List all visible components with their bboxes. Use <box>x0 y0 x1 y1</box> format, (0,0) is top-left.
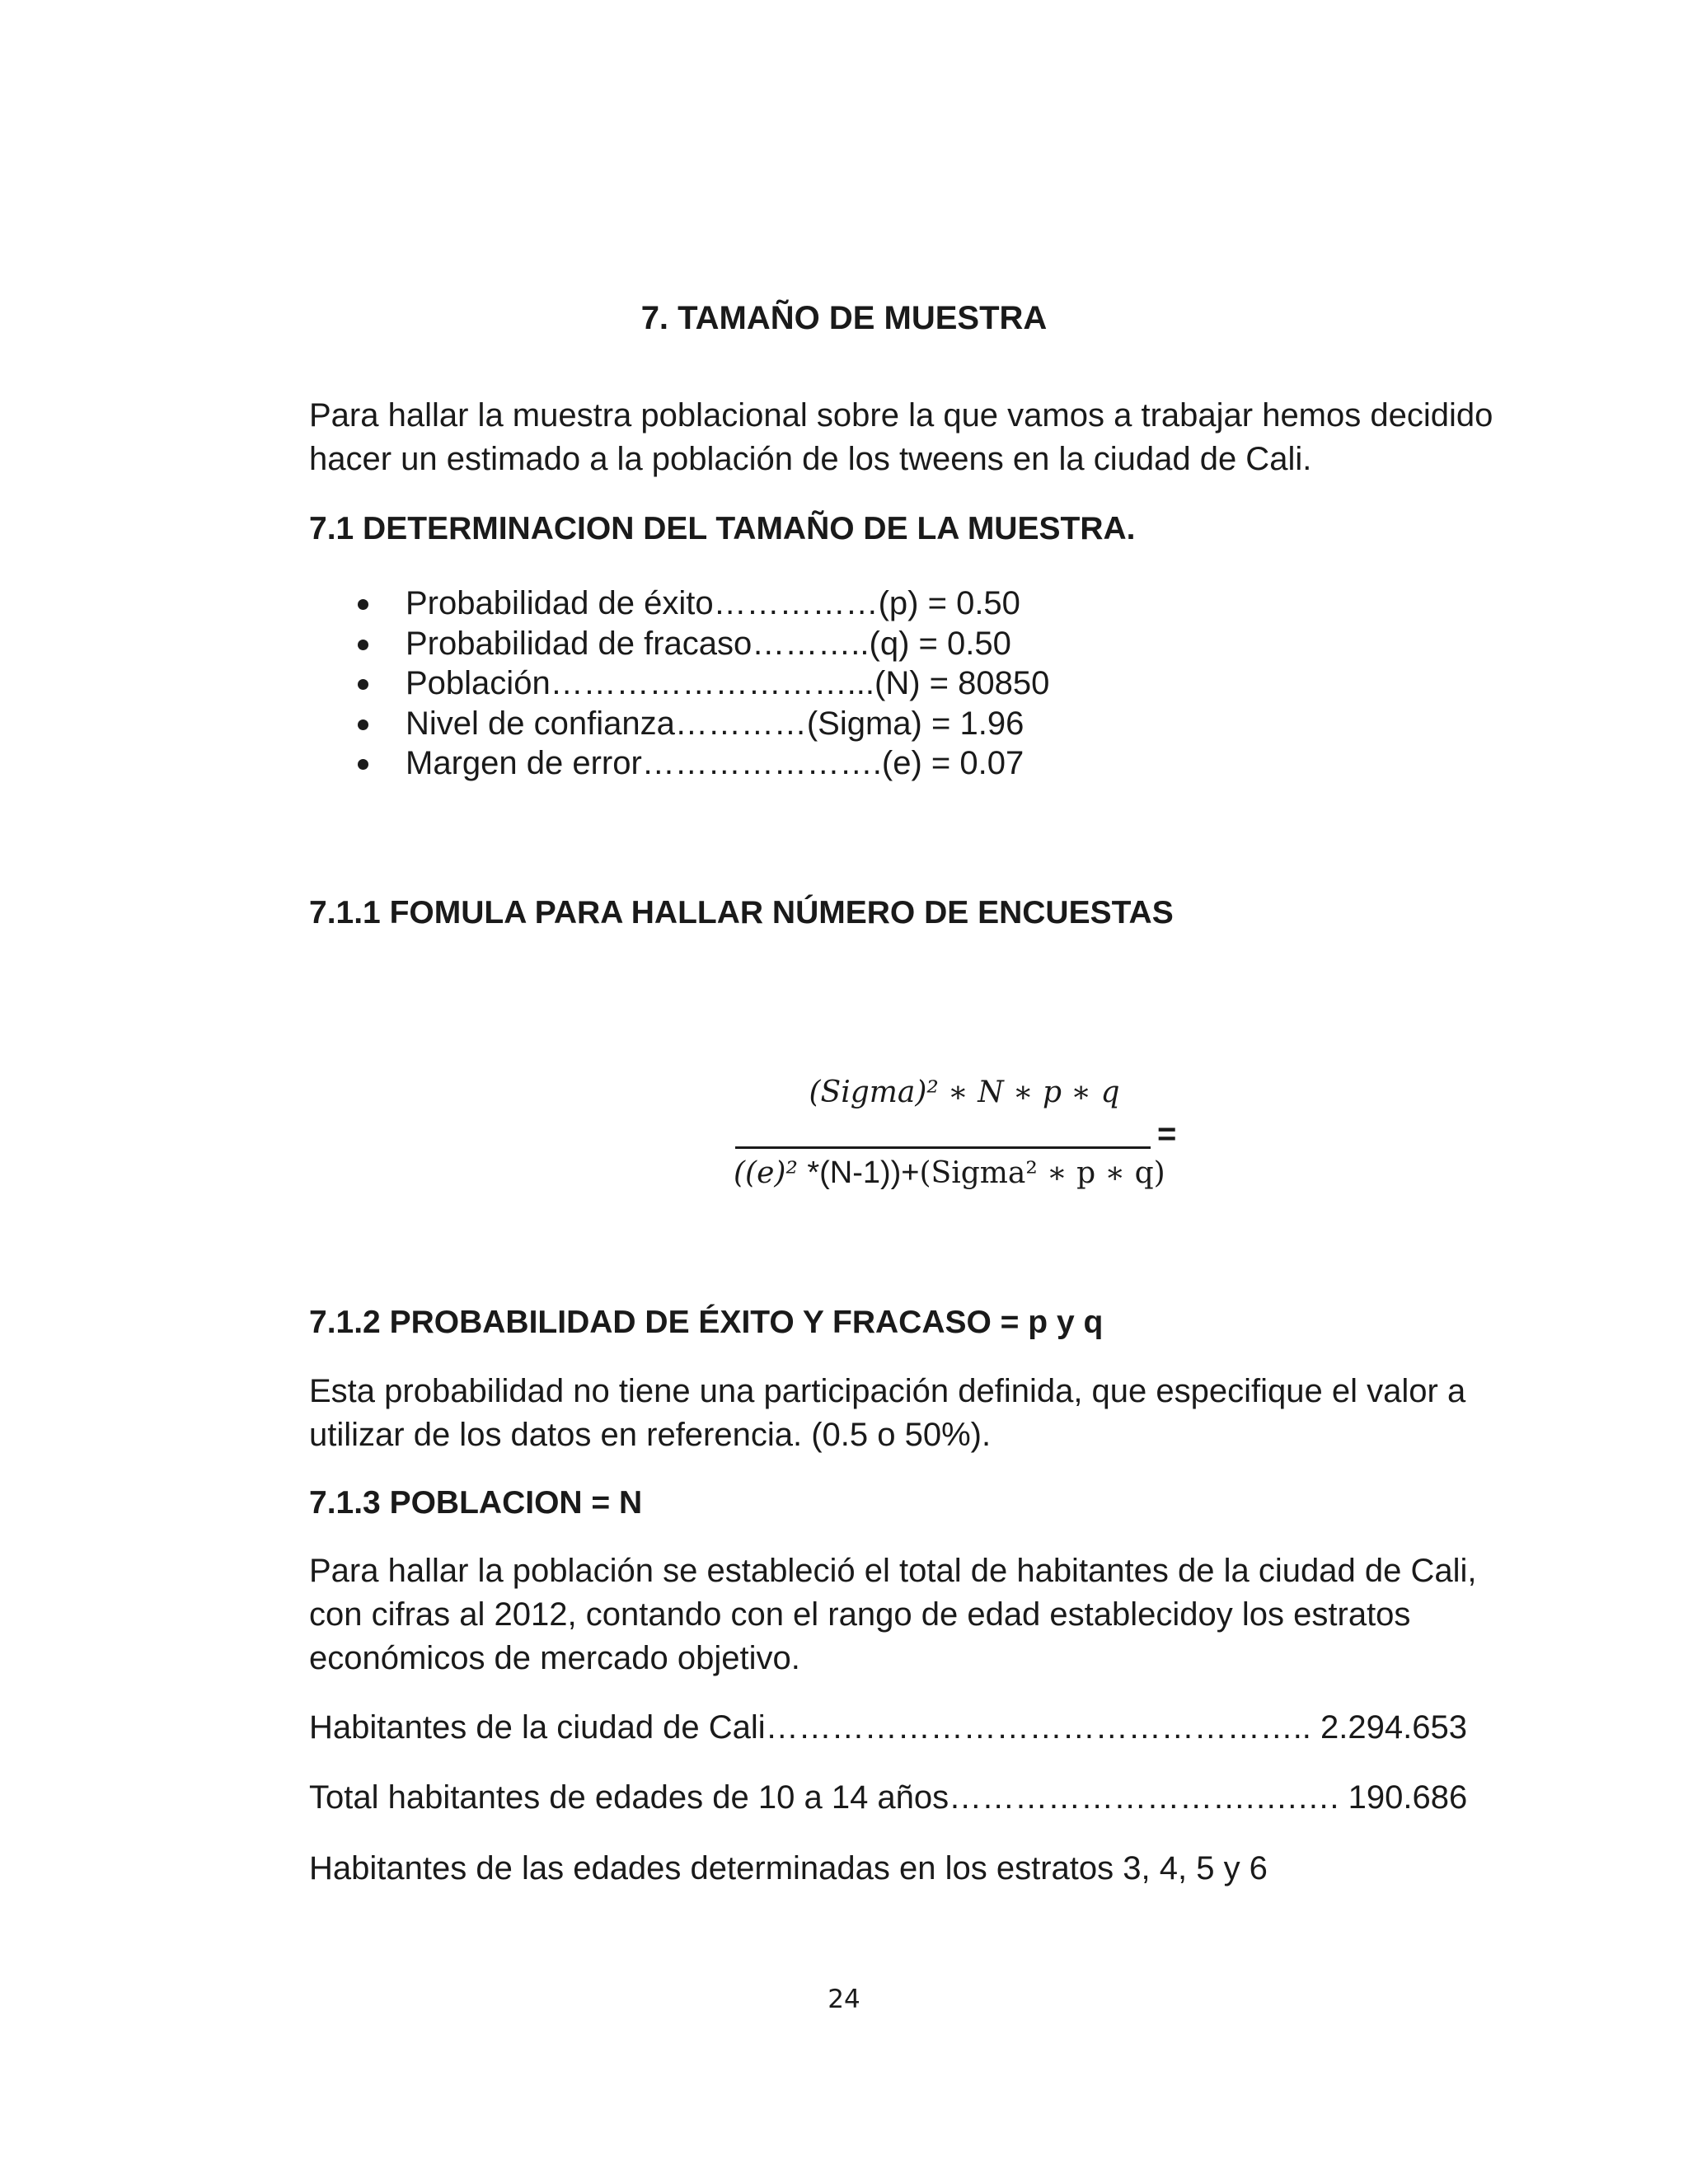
subsection-7-1-3-line-1: Para hallar la población se estableció el total de habitantes de la ciudad de Cali, <box>309 1553 1477 1589</box>
subsection-7-1-3-title: 7.1.3 POBLACION = N <box>309 1485 643 1521</box>
bullet-icon <box>358 679 368 690</box>
subsection-7-1-title: 7.1 DETERMINACION DEL TAMAÑO DE LA MUESTRA. <box>309 511 1136 546</box>
population-cali-row: Habitantes de la ciudad de Cali………………………………………….. 2.294.653 <box>309 1709 1467 1746</box>
fraction-bar <box>735 1146 1151 1149</box>
population-strata-row: Habitantes de las edades determinadas en los estratos 3, 4, 5 y 6 <box>309 1850 1268 1886</box>
page-number: 24 <box>828 1985 860 2014</box>
formula-equals: = <box>1157 1116 1177 1152</box>
subsection-7-1-2-line-1: Esta probabilidad no tiene una participación definida, que especifique el valor a <box>309 1373 1466 1409</box>
subsection-7-1-2-title: 7.1.2 PROBABILIDAD DE ÉXITO Y FRACASO = p y q <box>309 1305 1104 1340</box>
subsection-7-1-2-line-2: utilizar de los datos en referencia. (0.5 o 50%). <box>309 1417 992 1453</box>
population-ages-row: Total habitantes de edades de 10 a 14 años……………………….….…. 190.686 <box>309 1779 1468 1816</box>
list-item: Margen de error………………….(e) = 0.07 <box>354 743 1049 784</box>
bullet-icon <box>358 640 368 650</box>
bullet-icon <box>358 599 368 610</box>
intro-line-2: hacer un estimado a la población de los tweens en la ciudad de Cali. <box>309 441 1312 477</box>
list-item: Probabilidad de fracaso………..(q) = 0.50 <box>354 624 1049 664</box>
list-item: Probabilidad de éxito……………(p) = 0.50 <box>354 583 1049 624</box>
formula-denominator: ((e)² *(N-1))+(Sigma² ∗ p ∗ q) <box>734 1155 1165 1190</box>
intro-line-1: Para hallar la muestra poblacional sobre la que vamos a trabajar hemos decidido <box>309 397 1493 434</box>
bullet-icon <box>358 719 368 730</box>
formula-numerator: (Sigma)² ∗ N ∗ p ∗ q <box>809 1076 1120 1109</box>
section-title: 7. TAMAÑO DE MUESTRA <box>640 300 1048 336</box>
parameters-list <box>354 583 1049 784</box>
subsection-7-1-3-line-2: con cifras al 2012, contando con el rango de edad establecidoy los estratos <box>309 1596 1411 1633</box>
subsection-7-1-1-title: 7.1.1 FOMULA PARA HALLAR NÚMERO DE ENCUESTAS <box>309 895 1174 930</box>
subsection-7-1-3-line-3: económicos de mercado objetivo. <box>309 1640 800 1676</box>
list-item: Nivel de confianza…………(Sigma) = 1.96 <box>354 704 1049 744</box>
list-item: Población………………………...(N) = 80850 <box>354 663 1049 704</box>
bullet-icon <box>358 759 368 770</box>
